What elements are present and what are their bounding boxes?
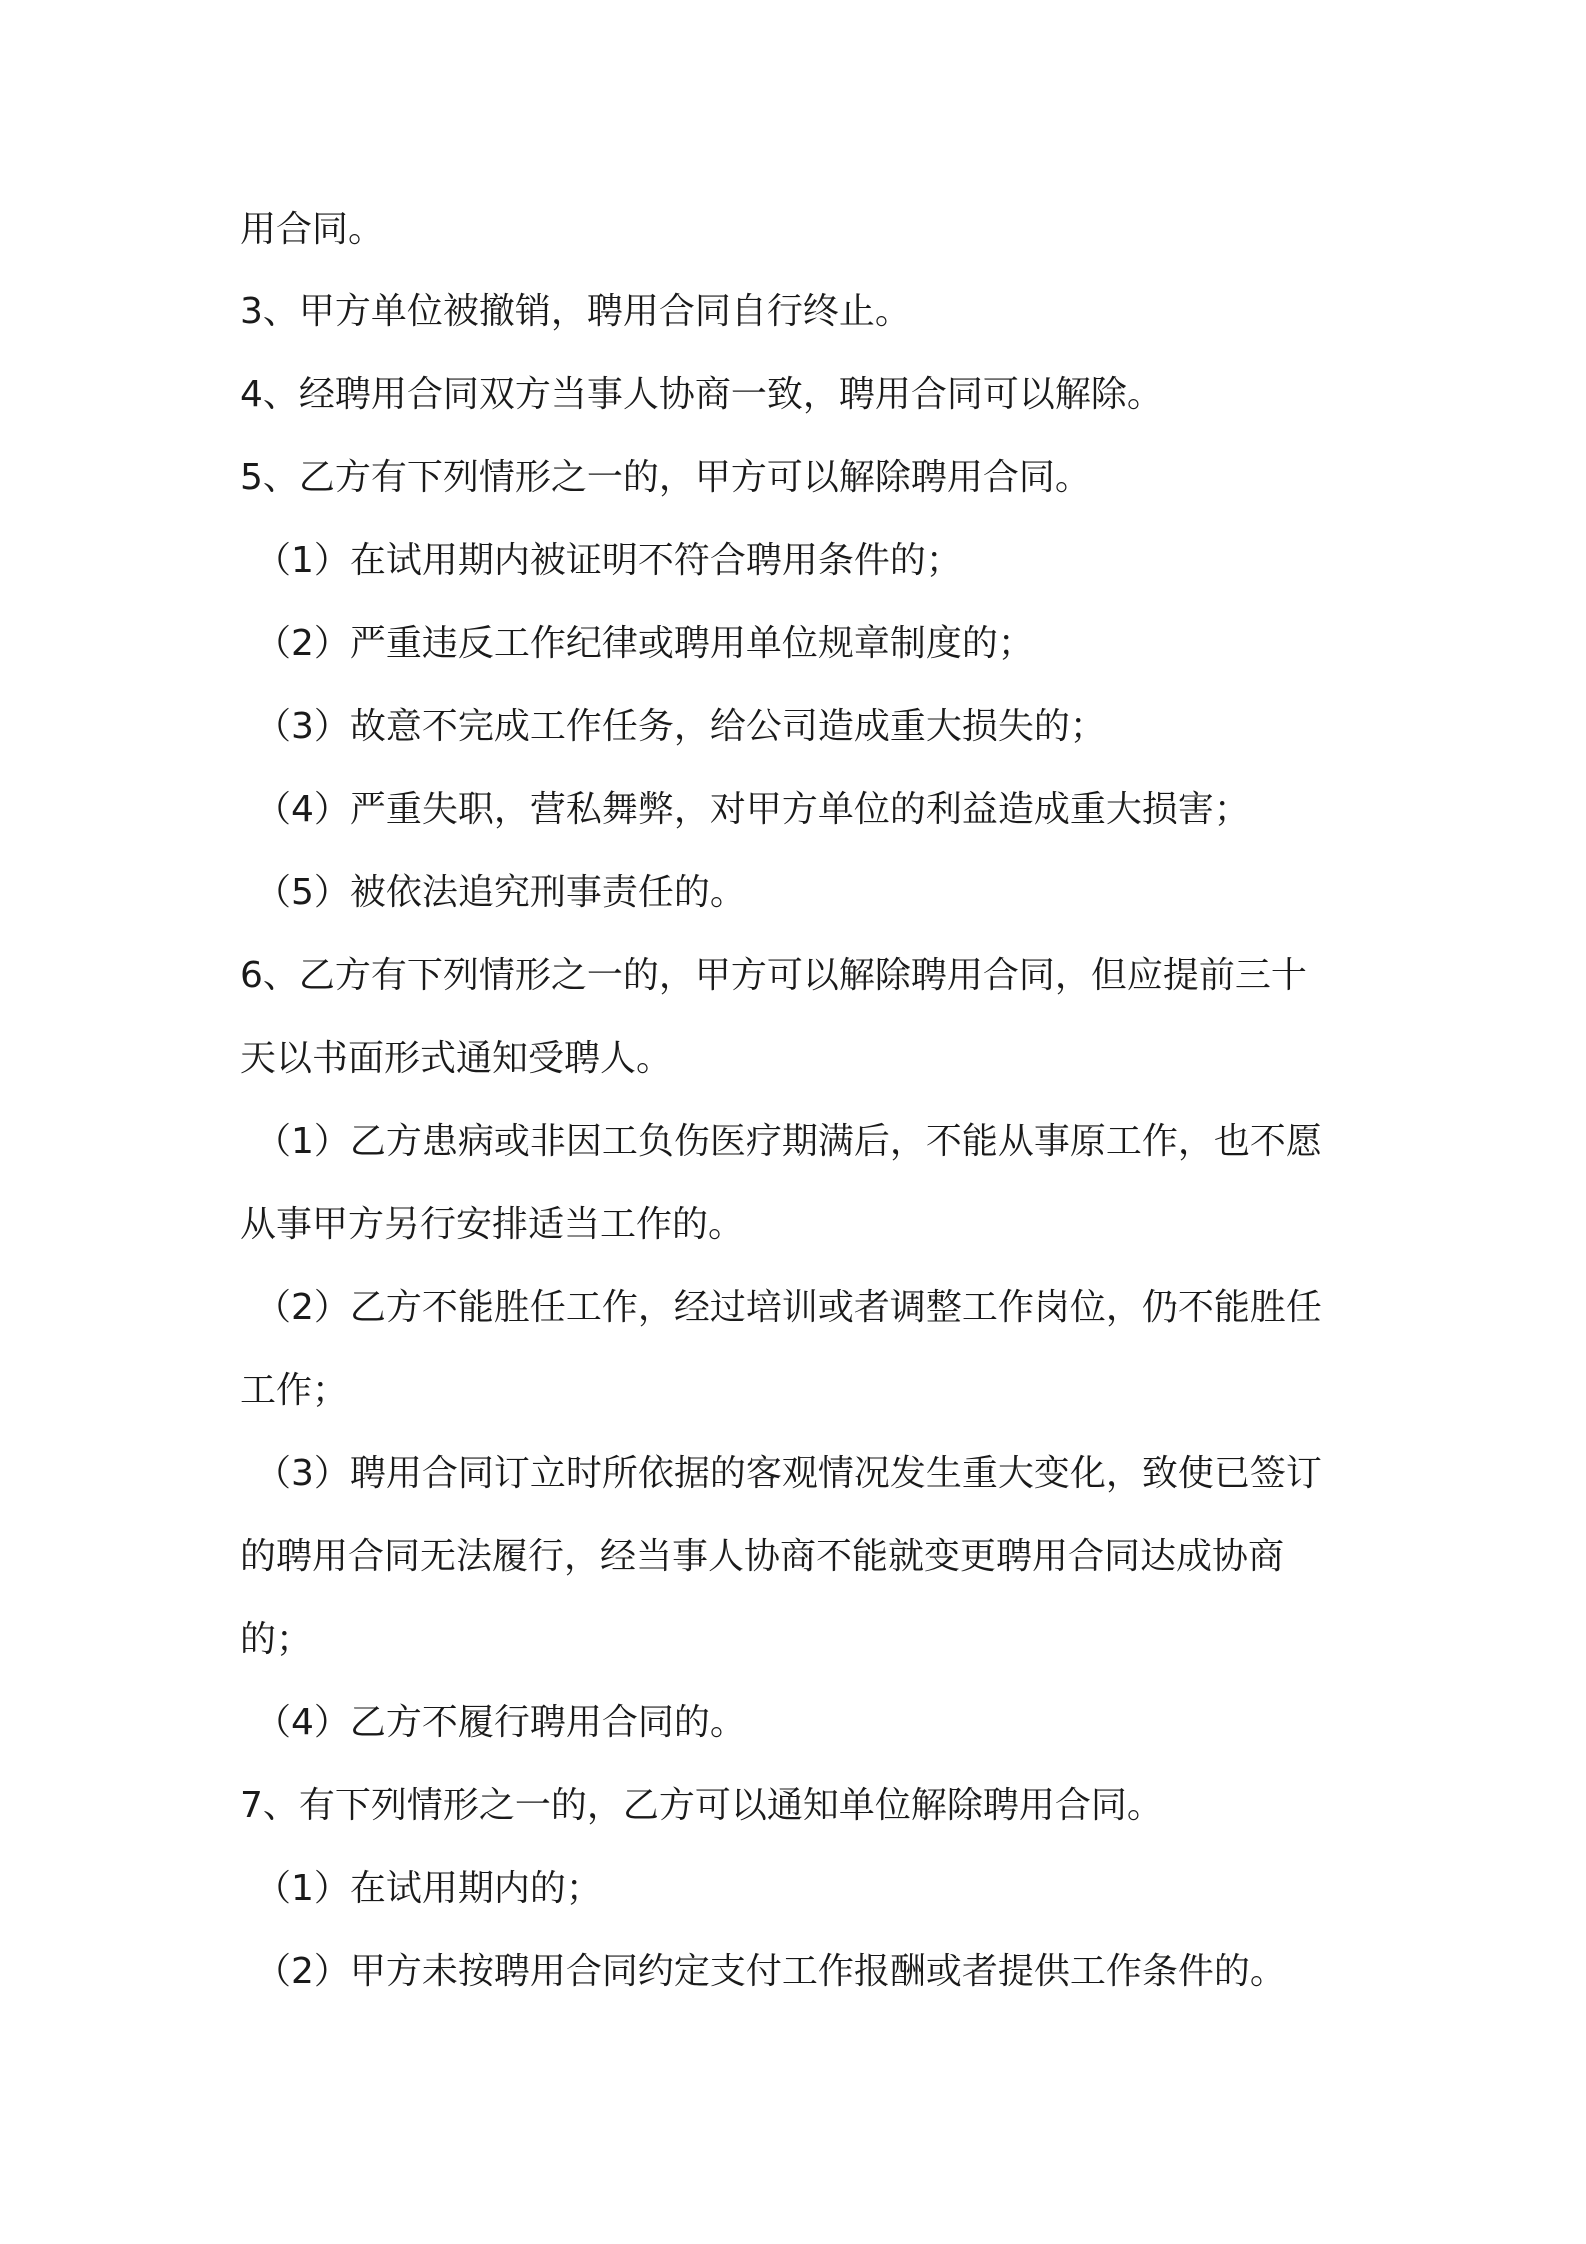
paragraph-line-13: 从事甲方另行安排适当工作的。 — [240, 1204, 745, 1245]
list-item-line-6: （2）严重违反工作纪律或聘用单位规章制度的； — [255, 623, 1034, 664]
paragraph-line-11: 天以书面形式通知受聘人。 — [240, 1038, 673, 1079]
list-item-line-9: （5）被依法追究刑事责任的。 — [255, 872, 746, 913]
paragraph-line-4: 5、乙方有下列情形之一的，甲方可以解除聘用合同。 — [240, 457, 1091, 498]
list-item-line-22: （2）甲方未按聘用合同约定支付工作报酬或者提供工作条件的。 — [255, 1951, 1286, 1992]
list-item-line-19: （4）乙方不履行聘用合同的。 — [255, 1702, 746, 1743]
paragraph-line-3: 4、经聘用合同双方当事人协商一致，聘用合同可以解除。 — [240, 374, 1163, 415]
list-item-line-14: （2）乙方不能胜任工作，经过培训或者调整工作岗位，仍不能胜任 — [255, 1287, 1322, 1328]
list-item-line-12: （1）乙方患病或非因工负伤医疗期满后，不能从事原工作，也不愿 — [255, 1121, 1322, 1162]
list-item-line-21: （1）在试用期内的； — [255, 1868, 602, 1909]
paragraph-line-18: 的； — [240, 1619, 313, 1660]
paragraph-line-10: 6、乙方有下列情形之一的，甲方可以解除聘用合同，但应提前三十 — [240, 955, 1307, 996]
list-item-line-8: （4）严重失职，营私舞弊，对甲方单位的利益造成重大损害； — [255, 789, 1250, 830]
paragraph-line-20: 7、有下列情形之一的，乙方可以通知单位解除聘用合同。 — [240, 1785, 1163, 1826]
list-item-line-5: （1）在试用期内被证明不符合聘用条件的； — [255, 540, 962, 581]
paragraph-line-17: 的聘用合同无法履行，经当事人协商不能就变更聘用合同达成协商 — [240, 1536, 1285, 1577]
list-item-line-7: （3）故意不完成工作任务，给公司造成重大损失的； — [255, 706, 1106, 747]
list-item-line-16: （3）聘用合同订立时所依据的客观情况发生重大变化，致使已签订 — [255, 1453, 1322, 1494]
paragraph-line-15: 工作； — [240, 1370, 349, 1411]
paragraph-line-2: 3、甲方单位被撤销，聘用合同自行终止。 — [240, 291, 911, 332]
paragraph-line-1: 用合同。 — [240, 209, 385, 250]
